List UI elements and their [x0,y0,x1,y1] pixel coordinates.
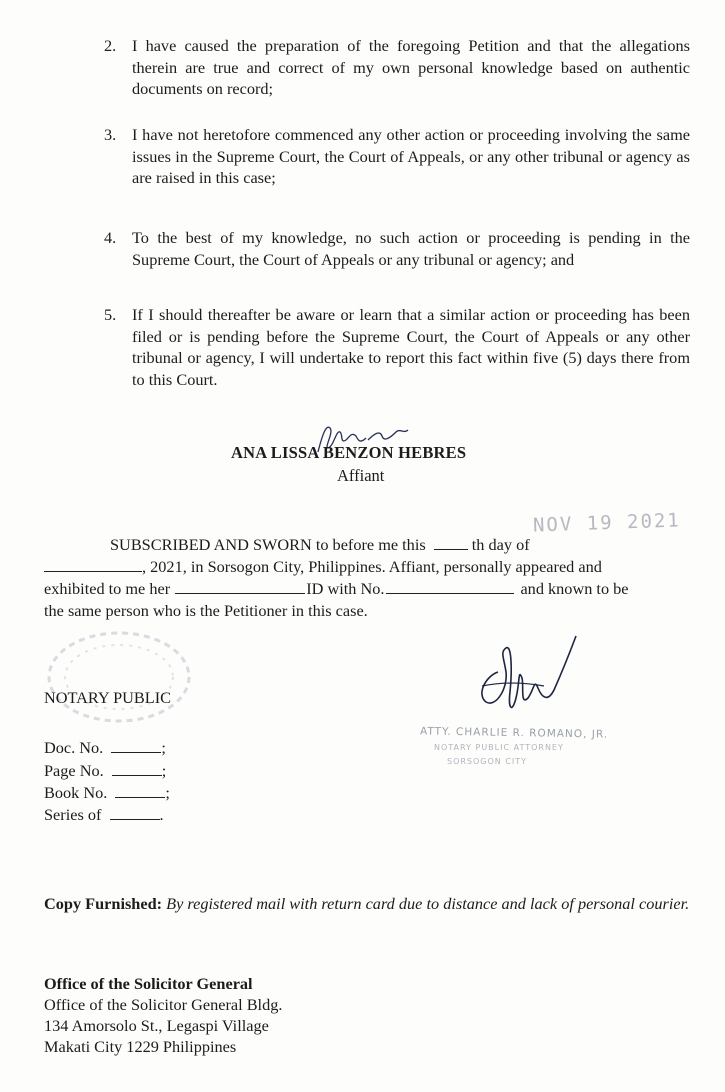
series-of-label: Series of [44,805,102,824]
doc-no-blank [111,738,161,753]
osg-address-line-3: Makati City 1229 Philippines [44,1037,237,1056]
page-no-blank [112,761,162,776]
notary-public-title: NOTARY PUBLIC [44,688,171,707]
jurat-text: and known to be [520,579,629,598]
series-of-line [44,805,164,825]
book-no-blank [115,783,165,798]
copy-furnished-text: By registered mail with return card due to distance and lack of personal courier. [166,894,690,913]
doc-no-line [44,738,166,758]
jurat-text: SUBSCRIBED AND SWORN to before me this [110,535,426,554]
notary-stamp-name: ATTY. CHARLIE R. ROMANO, JR. [419,725,609,741]
jurat-text: ID with No. [306,579,385,598]
date-stamp: NOV 19 2021 [532,509,682,537]
jurat-text: , 2021, in Sorsogon City, Philippines. Affiant, personally appeared and [142,557,602,576]
osg-address-line-1: Office of the Solicitor General Bldg. [44,995,283,1014]
paragraph-text: To the best of my knowledge, no such action or proceeding is pending in the Supreme Court, the Court of Appeals or any tribunal or agency; and [132,228,690,269]
month-blank [44,557,142,572]
notary-stamp-location: SORSOGON CITY [447,757,528,766]
jurat-line-3 [44,578,690,600]
paragraph-number: 5. [104,305,117,324]
paragraph-text: I have not heretofore commenced any other action or proceeding involving the same issues in the Supreme Court, the Court of Appeals, or any other tribunal or agency as are raised in this case; [132,125,690,187]
jurat-text: th day of [471,535,530,554]
jurat-line-1 [44,534,690,556]
paragraph-number: 3. [104,125,117,144]
separator: ; [161,761,167,780]
jurat-text: the same person who is the Petitioner in this case. [44,601,368,620]
affiant-label: Affiant [337,466,385,485]
copy-furnished [44,893,694,915]
book-no-line [44,783,170,803]
series-of-blank [110,805,160,820]
osg-title: Office of the Solicitor General [44,974,253,993]
doc-no-label: Doc. No. [44,738,104,757]
jurat-line-2 [44,556,690,578]
id-number-blank [386,579,514,594]
notary-stamp-subtitle: NOTARY PUBLIC ATTORNEY [434,743,564,752]
affiant-name: ANA LISSA BENZON HEBRES [231,443,467,462]
page-no-line [44,761,166,781]
separator: . [159,805,164,824]
jurat-text: exhibited to me her [44,579,171,598]
jurat-line-4 [44,600,690,622]
osg-address-line-2: 134 Amorsolo St., Legaspi Village [44,1016,269,1035]
paragraph-number: 2. [104,36,117,55]
paragraph-text: If I should thereafter be aware or learn that a similar action or proceeding has been filed or is pending before the Supreme Court, the Court of Appeals or any other tribunal or agency, I will undertake to report this fact within five (5) days there from to this Court. [132,305,690,389]
day-blank [434,535,468,550]
separator: ; [165,783,170,802]
page-no-label: Page No. [44,761,104,780]
copy-furnished-label: Copy Furnished: [44,894,163,913]
book-no-label: Book No. [44,783,108,802]
id-type-blank [175,579,305,594]
separator: ; [161,738,166,757]
notary-seal [34,625,194,725]
notary-signature [462,632,592,727]
paragraph-text: I have caused the preparation of the foregoing Petition and that the allegations therein are true and correct of my own personal knowledge based on authentic documents on record; [132,36,690,98]
osg-address-block [44,973,282,1057]
paragraph-number: 4. [104,228,117,247]
